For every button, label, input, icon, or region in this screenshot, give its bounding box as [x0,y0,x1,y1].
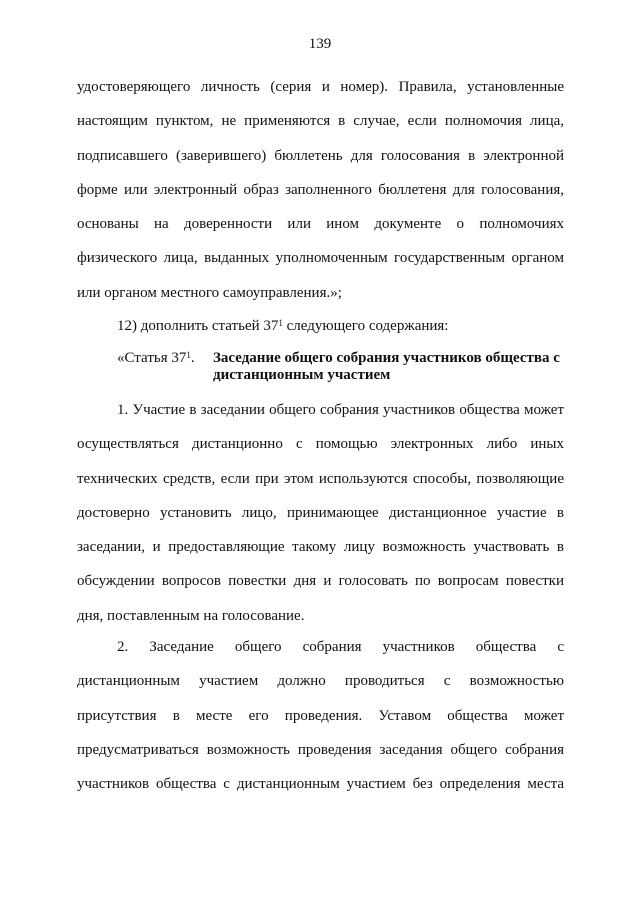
amendment-text-before: 12) дополнить статьей 37 [117,318,279,334]
article-paragraph-2: 2. Заседание общего собрания участников общества с дистанционным участием должно проводиться с возможностью присутствия в месте его проведения. Уставом общества может предусматриваться возможность проведения заседания общего собрания участников общества с дистанционным участием без определения места [77,639,564,793]
page-number: 139 [308,36,332,52]
article-prefix-text: «Статья 37 [117,350,187,366]
paragraph-continuation: удостоверяющего личность (серия и номер). Правила, установленные настоящим пунктом, не применяются в случае, если полномочия лица, подписавшего (заверившего) бюллетень для голосования в электронной форме или электронный образ заполненного бюллетеня для голосования, основаны на доверенности или ином документе о полномочиях физического лица, выданных уполномоченным государственным органом или органом местного самоуправления.»; [77,79,564,301]
article-paragraph-1: 1. Участие в заседании общего собрания участников общества может осуществляться дистанционно с помощью электронных либо иных технических средств, если при этом используются способы, позволяющие достоверно установить лицо, принимающее дистанционное участие в заседании, и предоставляющие такому лицу возможность участвовать в обсуждении вопросов повестки дня и голосовать по вопросам повестки дня, поставленным на голосование. [77,402,564,624]
article-prefix-end: . [190,350,195,366]
article-number [117,350,195,367]
amendment-paragraph [77,309,564,343]
amendment-superscript: 1 [278,318,283,328]
article-title: Заседание общего собрания участников общества с дистанционным участием [213,350,560,383]
amendment-text-after: следующего содержания: [282,318,449,334]
article-superscript: 1 [186,350,191,360]
